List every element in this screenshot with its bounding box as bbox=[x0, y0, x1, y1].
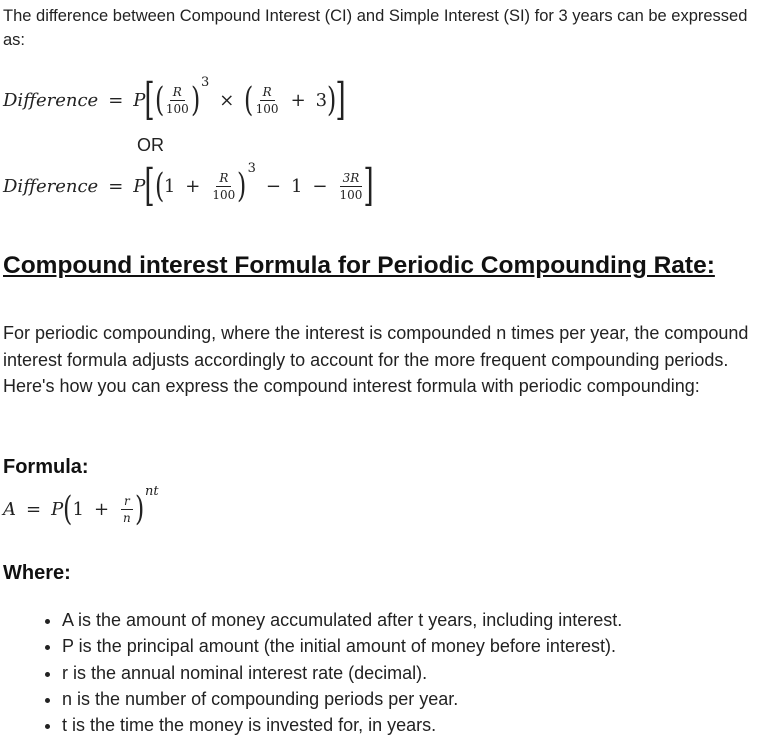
list-item: • t is the time the money is invested for, in years. bbox=[62, 712, 622, 738]
fraction-numerator: R bbox=[170, 85, 185, 101]
right-paren: ) bbox=[190, 80, 201, 120]
left-paren: ( bbox=[154, 166, 164, 206]
times-sign: × bbox=[219, 89, 235, 111]
left-paren: ( bbox=[154, 80, 164, 120]
right-paren: ) bbox=[237, 166, 247, 206]
list-item: • r is the annual nominal interest rate (decimal). bbox=[62, 660, 622, 686]
difference-formula-1 bbox=[3, 74, 347, 125]
constant-one: 1 bbox=[290, 175, 303, 197]
fraction-numerator: 3R bbox=[340, 171, 363, 187]
rate-fraction bbox=[256, 85, 279, 116]
equals-sign: = bbox=[108, 175, 124, 197]
principal-symbol: P bbox=[51, 498, 64, 520]
minus-sign: − bbox=[312, 175, 328, 197]
equals-sign: = bbox=[108, 89, 124, 111]
minus-sign: − bbox=[265, 175, 281, 197]
amount-symbol: A bbox=[3, 498, 16, 520]
exponent: 3 bbox=[247, 160, 256, 176]
where-heading: Where: bbox=[3, 562, 71, 584]
exponent: nt bbox=[145, 483, 159, 499]
fraction-denominator: 100 bbox=[212, 187, 236, 202]
difference-formula-2 bbox=[3, 160, 375, 211]
left-bracket: [ bbox=[144, 74, 156, 125]
intro-text: The difference between Compound Interest (CI) and Simple Interest (SI) for 3 years can be expressed as: bbox=[3, 7, 748, 49]
fraction-numerator: R bbox=[260, 85, 275, 101]
plus-sign: + bbox=[290, 89, 306, 111]
plus-sign: + bbox=[185, 175, 201, 197]
fraction-numerator: r bbox=[121, 494, 133, 510]
formula-heading: Formula: bbox=[3, 456, 89, 478]
formula-lhs: Difference bbox=[3, 175, 99, 197]
formula-lhs: Difference bbox=[3, 89, 99, 111]
left-paren: ( bbox=[244, 80, 254, 120]
section-heading: Compound interest Formula for Periodic Compounding Rate: bbox=[3, 252, 715, 279]
list-item: • A is the amount of money accumulated after t years, including interest. bbox=[62, 607, 622, 633]
fraction-denominator: 100 bbox=[339, 187, 363, 202]
rate-fraction bbox=[166, 85, 189, 116]
rate-fraction bbox=[212, 171, 235, 202]
fraction-denominator: n bbox=[123, 510, 131, 525]
left-paren: ( bbox=[63, 489, 73, 529]
equals-sign: = bbox=[26, 498, 42, 520]
or-label: OR bbox=[137, 135, 164, 155]
fraction-denominator: 100 bbox=[165, 101, 189, 116]
principal-symbol: P bbox=[133, 89, 146, 111]
principal-symbol: P bbox=[133, 175, 146, 197]
right-paren: ) bbox=[327, 80, 337, 120]
right-bracket: ] bbox=[363, 160, 375, 211]
list-item: • P is the principal amount (the initial amount of money before interest). bbox=[62, 633, 622, 659]
rate-per-period-fraction bbox=[121, 494, 133, 525]
periodic-paragraph: For periodic compounding, where the interest is compounded n times per year, the compound interest formula adjusts accordingly to account for the more frequent compounding periods. Here's how you can express the compound interest formula with periodic compounding: bbox=[3, 323, 749, 396]
compound-interest-formula bbox=[3, 483, 159, 529]
plus-sign: + bbox=[93, 498, 110, 520]
right-bracket: ] bbox=[335, 74, 347, 125]
left-bracket: [ bbox=[144, 160, 156, 211]
variable-list bbox=[0, 607, 622, 738]
three-rate-fraction bbox=[339, 171, 362, 202]
fraction-denominator: 100 bbox=[255, 101, 279, 116]
constant-three: 3 bbox=[315, 89, 328, 111]
fraction-numerator: R bbox=[216, 171, 231, 187]
list-item: • n is the number of compounding periods per year. bbox=[62, 686, 622, 712]
constant-one: 1 bbox=[163, 175, 176, 197]
right-paren: ) bbox=[134, 489, 145, 529]
exponent: 3 bbox=[201, 74, 210, 90]
constant-one: 1 bbox=[72, 498, 84, 520]
